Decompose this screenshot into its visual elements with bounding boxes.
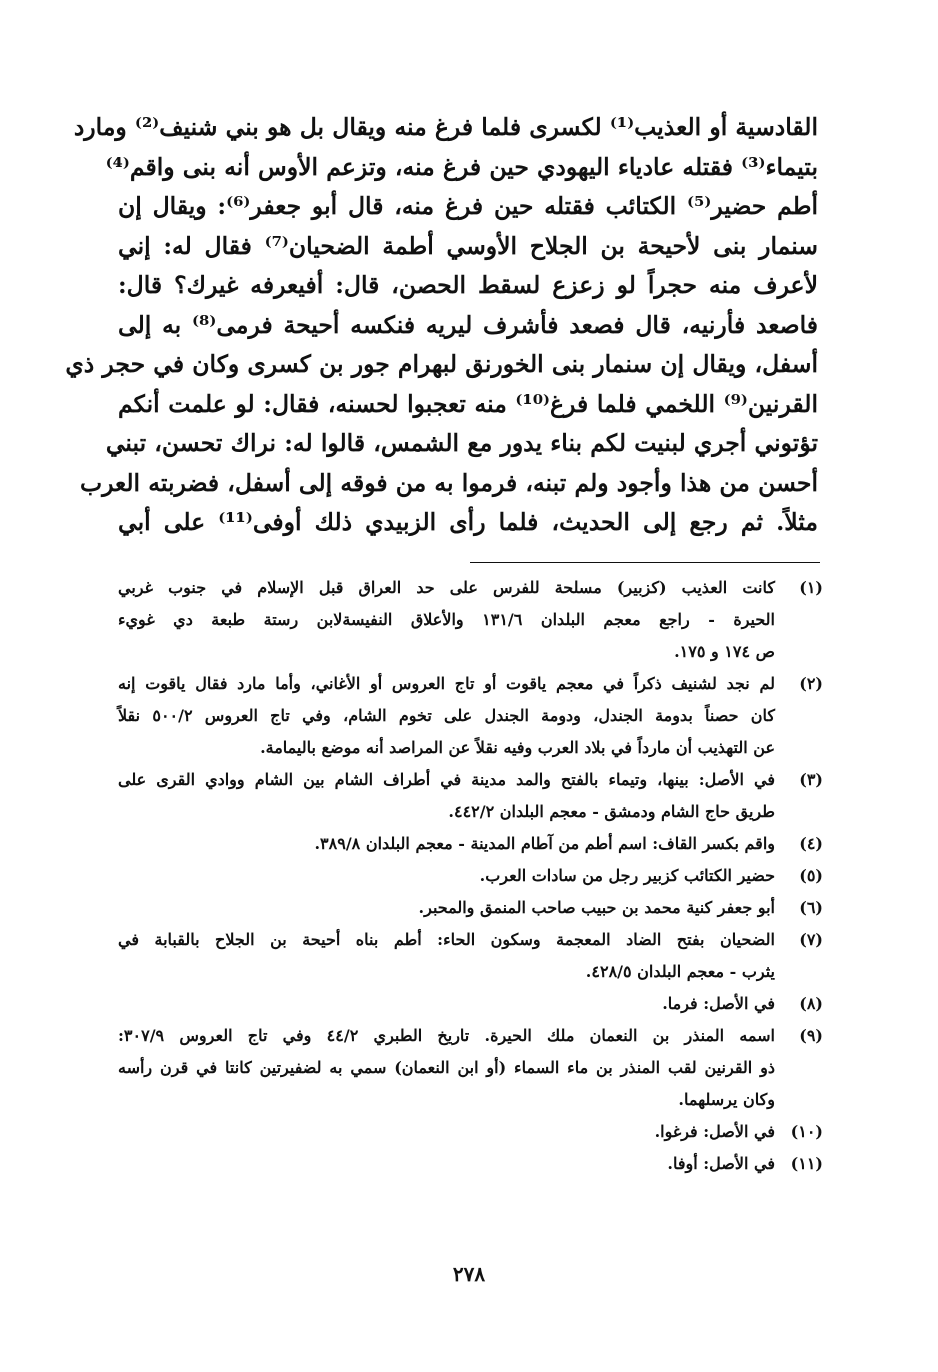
footnote xyxy=(118,668,823,764)
footnote-line: في الأصل: فرغوا. xyxy=(654,1122,775,1141)
footnote xyxy=(118,988,823,1020)
footnote xyxy=(118,1116,823,1148)
footnote-line: واقم بكسر القاف: اسم أطم من آطام المدينة - معجم البلدان ٣٨٩/٨. xyxy=(314,834,775,853)
footnote-line: في الأصل: بينها، وتيماء بالفتح والمد مدينة في أطراف الشام بين الشام ووادي القرى على xyxy=(118,770,775,789)
footnote-line: في الأصل: أوفا. xyxy=(667,1154,775,1173)
footnote-number: (٥) xyxy=(799,866,823,885)
footnote-line: ص ١٧٤ و ١٧٥. xyxy=(674,642,775,661)
text-line: فاصعد فأرنيه، قال فصعد فأشرف ليريه فنكسه أحيحة فرمى⁽⁸⁾ به إلى xyxy=(118,310,818,339)
footnote-line: طريق حاج الشام ودمشق - معجم البلدان ٤٤٢/٢. xyxy=(448,802,775,821)
footnote xyxy=(118,572,823,668)
footnote-line: الضحيان بفتح الضاد المعجمة وسكون الحاء: أطم بناه أحيحة بن الجلاح بالقبابة في xyxy=(118,930,775,949)
footnote xyxy=(118,1148,823,1180)
footnote-separator xyxy=(470,562,820,563)
footnote-line: اسمه المنذر بن النعمان ملك الحيرة. تاريخ الطبري ٤٤/٢ وفي تاج العروس ٣٠٧/٩: xyxy=(118,1026,775,1045)
footnote-line: حضير الكتائب كزبير رجل من سادات العرب. xyxy=(479,866,775,885)
main-text xyxy=(65,108,818,543)
page-number: ٢٧٨ xyxy=(452,1262,486,1286)
footnote-line: الحيرة - راجع معجم البلدان ١٣١/٦ والأعلاق النفيسةلابن رستة طبعة دي غويء xyxy=(118,610,776,629)
text-line: أسفل، ويقال إن سنمار بنى الخورنق لبهرام جور بن كسرى وكان في حجر ذي xyxy=(65,350,818,378)
footnote-number: (١٠) xyxy=(790,1122,823,1141)
footnote-number: (١) xyxy=(799,578,823,597)
footnote-number: (٦) xyxy=(799,898,823,917)
footnote-number: (٢) xyxy=(799,674,823,693)
text-line: القادسية أو العذيب⁽¹⁾ لكسرى فلما فرغ منه ويقال بل هو بني شنيف⁽²⁾ ومارد xyxy=(73,113,818,141)
text-line: القرنين⁽⁹⁾ اللخمي فلما فرغ⁽¹⁰⁾ منه تعجبوا لحسنه، فقال: لو علمت أنكم xyxy=(118,389,818,418)
footnote-line: أبو جعفر كنية محمد بن حبيب صاحب المنمق والمحبر. xyxy=(418,898,775,917)
text-line: مثلاً. ثم رجع إلى الحديث، فلما رأى الزبيدي ذلك أوفى⁽¹¹⁾ على أبي xyxy=(118,508,818,536)
footnotes xyxy=(118,572,823,1180)
footnote-line: كان حصناً بدومة الجندل، ودومة الجندل على تخوم الشام، وفي تاج العروس ٥٠٠/٢ نقلاً xyxy=(118,706,775,725)
footnote-number: (٧) xyxy=(799,930,823,949)
footnote xyxy=(118,1020,823,1116)
footnote xyxy=(118,892,823,924)
footnote-number: (٨) xyxy=(799,994,823,1013)
text-line: أحسن من هذا وأجود ولم تبنه، فرموا به من فوقه إلى أسفل، فضربته العرب xyxy=(79,468,818,497)
footnote-number: (٩) xyxy=(799,1026,823,1045)
footnote xyxy=(118,828,823,860)
footnote xyxy=(118,860,823,892)
footnote-line: يثرب - معجم البلدان ٤٢٨/٥. xyxy=(585,962,775,981)
footnote-line: ذو القرنين لقب المنذر بن ماء السماء (أو ابن النعمان) سمي به لضفيرتين كانتا في قرن رأسه xyxy=(118,1058,775,1077)
text-line: سنمار بنى لأحيحة بن الجلاح الأوسي أطمة الضحيان⁽⁷⁾ فقال له: إني xyxy=(118,231,818,260)
footnote-line: عن التهذيب أن مارداً في بلاد العرب وفيه نقلاً عن المراصد أنه موضع باليمامة. xyxy=(260,738,775,757)
footnote-line: لم نجد لشنيف ذكراً في معجم ياقوت أو تاج العروس أو الأغاني، وأما مارد فقال ياقوت إنه xyxy=(118,674,775,693)
footnote-line: وكان يرسلهما. xyxy=(678,1090,775,1109)
text-line: تؤتوني أجري لبنيت لكم بناء يدور مع الشمس، قالوا له: نراك تحسن، تبني xyxy=(105,429,818,457)
footnote-number: (٤) xyxy=(799,834,823,853)
footnote-line: في الأصل: فرما. xyxy=(662,994,775,1013)
footnote-number: (٣) xyxy=(799,770,823,789)
footnote-number: (١١) xyxy=(790,1154,823,1173)
text-line: أطم حضير⁽⁵⁾ الكتائب فقتله حين فرغ منه، قال أبو جعفر⁽⁶⁾: ويقال إن xyxy=(118,192,818,220)
footnote-line: كانت العذيب (كزبير) مسلحة للفرس على حد العراق قبل الإسلام في جنوب غربي xyxy=(118,578,775,597)
text-line: بتيماء⁽³⁾ فقتله عادياء اليهودي حين فرغ منه، وتزعم الأوس أنه بنى واقم⁽⁴⁾ xyxy=(105,152,818,181)
text-line: لأعرف منه حجراً لو زعزع لسقط الحصن، قال: أفيعرفه غيرك؟ قال: xyxy=(118,271,818,299)
footnote xyxy=(118,924,823,988)
footnote xyxy=(118,764,823,828)
